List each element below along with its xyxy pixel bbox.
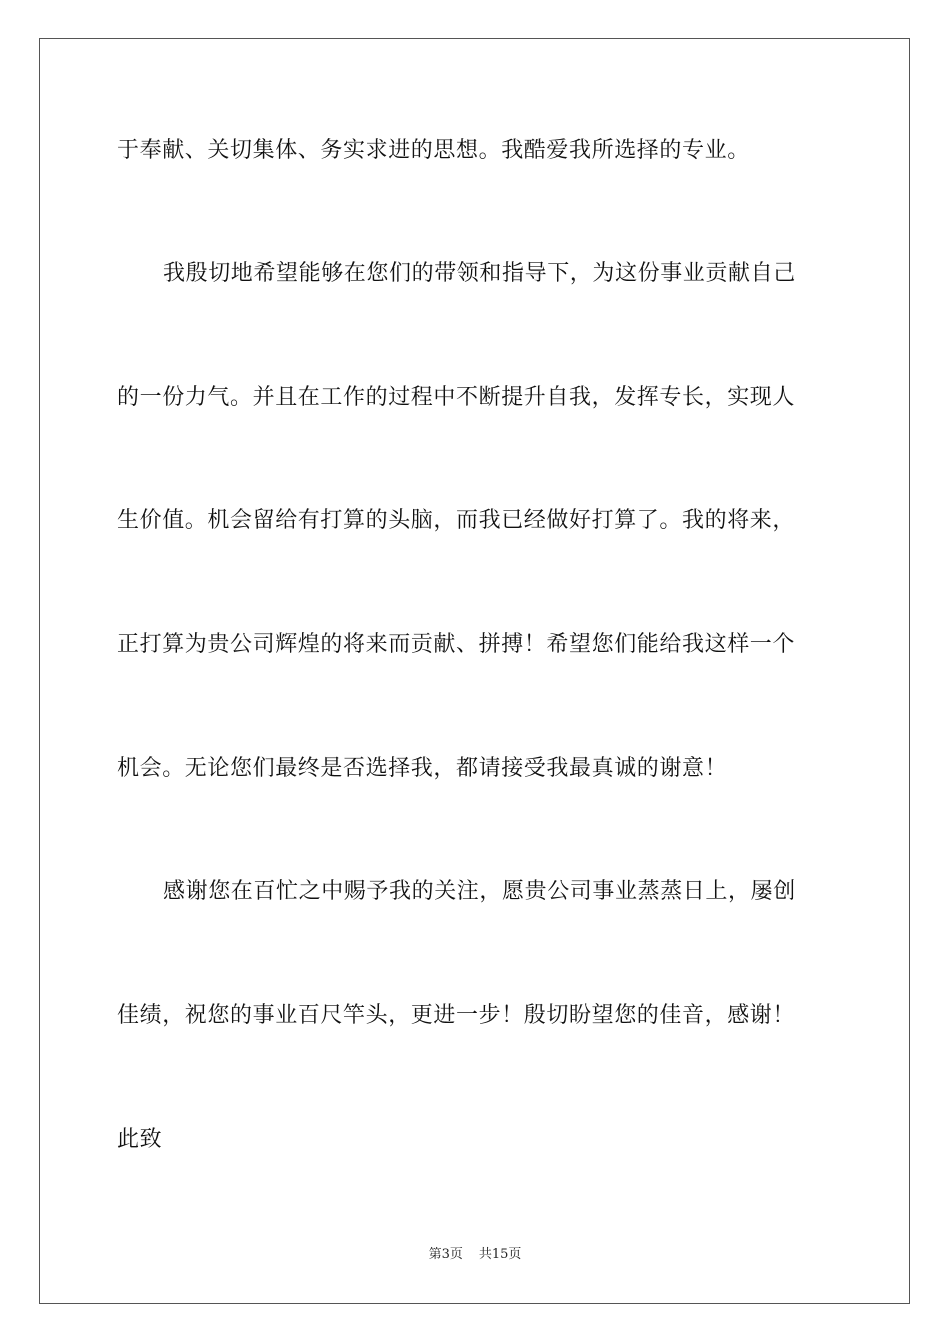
text-line-3: 的一份力气。并且在工作的过程中不断提升自我，发挥专长，实现人 bbox=[117, 385, 796, 410]
text-line-2-paragraph-start: 我殷切地希望能够在您们的带领和指导下，为这份事业贡献自己 bbox=[163, 261, 796, 286]
page-footer bbox=[0, 1246, 950, 1264]
closing-salutation: 此致 bbox=[117, 1127, 163, 1152]
text-line-5: 正打算为贵公司辉煌的将来而贡献、拼搏！希望您们能给我这样一个 bbox=[117, 632, 796, 657]
text-line-8: 佳绩，祝您的事业百尺竿头，更进一步！殷切盼望您的佳音，感谢！ bbox=[117, 1003, 796, 1028]
text-line-7-paragraph-start: 感谢您在百忙之中赐予我的关注，愿贵公司事业蒸蒸日上，屡创 bbox=[163, 879, 796, 904]
page-number: 第3页 bbox=[428, 1247, 463, 1262]
text-line-6: 机会。无论您们最终是否选择我，都请接受我最真诚的谢意！ bbox=[117, 756, 728, 781]
page-frame bbox=[39, 38, 910, 1304]
page-total: 共15页 bbox=[478, 1247, 522, 1262]
text-line-4: 生价值。机会留给有打算的头脑，而我已经做好打算了。我的将来， bbox=[117, 508, 796, 533]
text-line-1: 于奉献、关切集体、务实求进的思想。我酷爱我所选择的专业。 bbox=[117, 138, 750, 163]
